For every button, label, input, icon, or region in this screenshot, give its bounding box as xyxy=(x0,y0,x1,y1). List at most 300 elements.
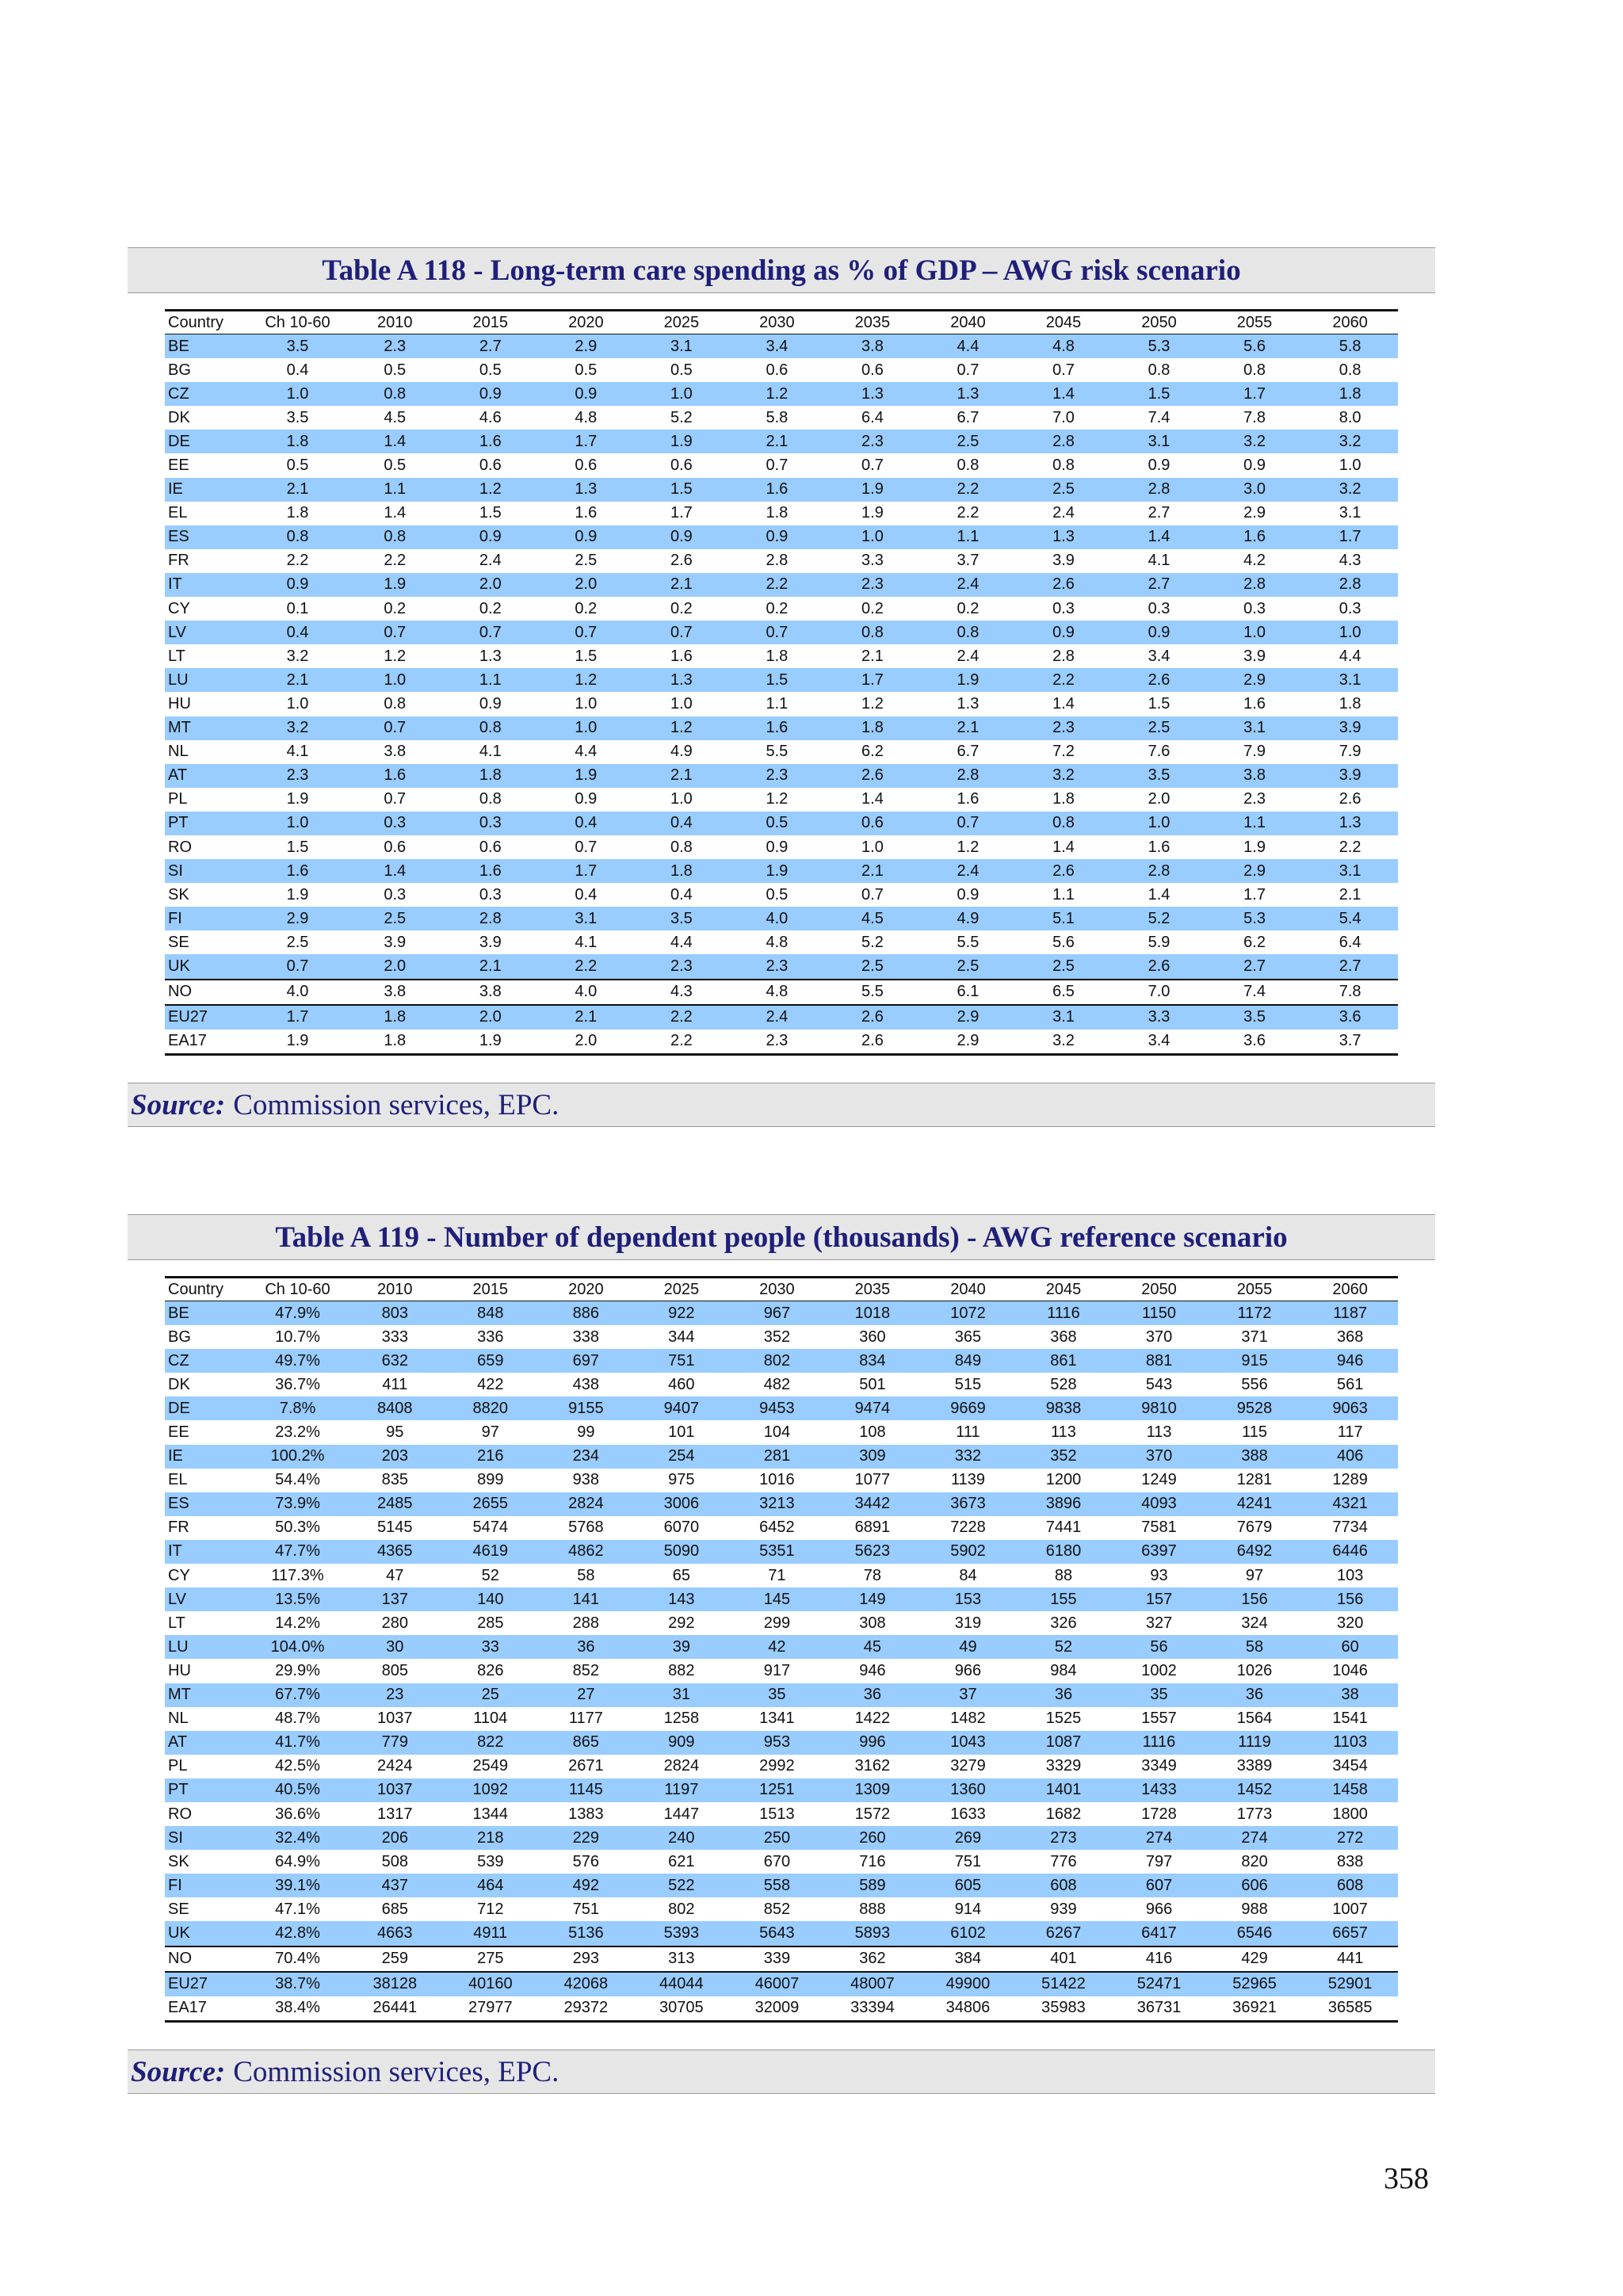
value-cell: 60 xyxy=(1302,1635,1398,1659)
value-cell: 0.4 xyxy=(248,621,347,644)
value-cell: 3.9 xyxy=(384,933,407,951)
value-cell: 1037 xyxy=(347,1778,443,1802)
source-text: Commission services, EPC. xyxy=(233,1088,559,1121)
value-cell: 0.8 xyxy=(443,716,539,740)
country-cell: LU xyxy=(165,668,248,692)
column-header: 2020 xyxy=(538,1278,634,1301)
value-cell: 2.3 xyxy=(1016,716,1112,740)
value-cell: 2.4 xyxy=(920,573,1016,597)
value-cell: 3.1 xyxy=(538,907,634,930)
country-cell: SK xyxy=(168,1852,189,1870)
table-row xyxy=(165,334,1398,359)
value-cell: 1.7 xyxy=(825,668,921,692)
table-row xyxy=(165,358,1398,382)
value-cell: 115 xyxy=(1242,1423,1267,1442)
country-cell: BG xyxy=(168,361,191,379)
country-cell: LU xyxy=(165,1635,248,1659)
value-cell: 1.8 xyxy=(634,859,730,883)
value-cell: 30 xyxy=(347,1635,443,1659)
value-cell: 4.0 xyxy=(248,980,347,1005)
value-cell: 1046 xyxy=(1332,1661,1368,1679)
value-cell: 2.8 xyxy=(1052,647,1075,665)
value-cell: 1317 xyxy=(377,1805,413,1823)
value-cell: 1.9 xyxy=(861,504,884,522)
value-cell: 27 xyxy=(538,1683,634,1707)
value-cell: 4.9 xyxy=(920,907,1016,930)
value-cell: 3.3 xyxy=(861,552,884,570)
column-header: 2055 xyxy=(1207,311,1303,334)
column-header: 2045 xyxy=(1016,311,1112,334)
value-cell: 0.9 xyxy=(957,885,980,904)
value-cell: 3.9 xyxy=(1243,647,1266,665)
value-cell: 2992 xyxy=(759,1757,795,1775)
value-cell: 6446 xyxy=(1302,1540,1398,1564)
country-cell: DK xyxy=(168,1375,190,1393)
value-cell: 25 xyxy=(443,1683,539,1707)
value-cell: 2.7 xyxy=(1302,954,1398,979)
value-cell: 5.2 xyxy=(861,933,884,951)
table-row xyxy=(165,1850,1398,1874)
value-cell: 36.6% xyxy=(275,1805,320,1823)
value-cell: 838 xyxy=(1336,1852,1364,1870)
value-cell: 4365 xyxy=(347,1540,443,1564)
value-cell: 6070 xyxy=(663,1519,700,1537)
value-cell: 0.5 xyxy=(384,457,407,475)
value-cell: 2.9 xyxy=(1207,668,1303,692)
value-cell: 2485 xyxy=(347,1492,443,1516)
value-cell: 10.7% xyxy=(275,1328,320,1346)
value-cell: 2.7 xyxy=(443,334,539,359)
country-cell: EA17 xyxy=(165,1030,248,1055)
table-row xyxy=(165,1301,1398,1326)
value-cell: 0.3 xyxy=(1338,599,1361,617)
value-cell: 1172 xyxy=(1207,1301,1303,1326)
value-cell: 1433 xyxy=(1111,1778,1207,1802)
value-cell: 2.9 xyxy=(538,334,634,359)
value-cell: 685 xyxy=(381,1900,408,1918)
value-cell: 42.8% xyxy=(248,1921,347,1946)
value-cell: 3.2 xyxy=(1207,430,1303,453)
value-cell: 2.2 xyxy=(634,1030,730,1055)
table-row xyxy=(165,573,1398,597)
country-cell: PT xyxy=(165,812,248,835)
value-cell: 1.0 xyxy=(634,382,730,406)
value-cell: 40160 xyxy=(443,1972,539,1996)
value-cell: 0.6 xyxy=(575,457,598,475)
value-cell: 1541 xyxy=(1332,1710,1368,1728)
column-header: 2015 xyxy=(443,1278,539,1301)
country-cell: EE xyxy=(168,1423,189,1442)
value-cell: 779 xyxy=(347,1731,443,1755)
value-cell: 401 xyxy=(1016,1946,1112,1972)
table-row xyxy=(165,1030,1398,1055)
value-cell: 3162 xyxy=(854,1757,891,1775)
table-row xyxy=(165,1420,1398,1444)
value-cell: 137 xyxy=(347,1587,443,1611)
value-cell: 1.2 xyxy=(634,716,730,740)
value-cell: 47.7% xyxy=(248,1540,347,1564)
value-cell: 5.6 xyxy=(1207,334,1303,359)
value-cell: 3.1 xyxy=(1302,668,1398,692)
value-cell: 3.2 xyxy=(1016,764,1112,788)
country-cell: PT xyxy=(165,1778,248,1802)
value-cell: 33 xyxy=(443,1635,539,1659)
value-cell: 3.8 xyxy=(443,980,539,1005)
value-cell: 3.5 xyxy=(248,334,347,359)
value-cell: 2.5 xyxy=(920,430,1016,453)
table-row xyxy=(165,549,1398,573)
value-cell: 44044 xyxy=(634,1972,730,1996)
table-header-row xyxy=(165,1278,1398,1301)
value-cell: 1.8 xyxy=(248,430,347,453)
value-cell: 2.7 xyxy=(1207,954,1303,979)
value-cell: 1564 xyxy=(1236,1710,1273,1728)
value-cell: 1.2 xyxy=(443,478,539,502)
value-cell: 3349 xyxy=(1141,1757,1177,1775)
value-cell: 6.1 xyxy=(920,980,1016,1005)
value-cell: 1525 xyxy=(1045,1710,1082,1728)
value-cell: 36585 xyxy=(1302,1996,1398,2022)
value-cell: 3442 xyxy=(825,1492,921,1516)
value-cell: 5393 xyxy=(634,1921,730,1946)
value-cell: 3.9 xyxy=(1302,716,1398,740)
value-cell: 0.9 xyxy=(1111,621,1207,644)
country-cell: CY xyxy=(168,599,190,617)
value-cell: 1.0 xyxy=(1302,621,1398,644)
value-cell: 117.3% xyxy=(271,1566,324,1584)
value-cell: 8820 xyxy=(443,1396,539,1420)
value-cell: 1016 xyxy=(759,1471,795,1489)
country-cell: IE xyxy=(165,1445,248,1469)
value-cell: 36731 xyxy=(1111,1996,1207,2022)
value-cell: 6657 xyxy=(1302,1921,1398,1946)
value-cell: 2.2 xyxy=(957,504,980,522)
value-cell: 1.0 xyxy=(248,812,347,835)
value-cell: 2.1 xyxy=(920,716,1016,740)
value-cell: 0.7 xyxy=(248,954,347,979)
value-cell: 1.1 xyxy=(1207,812,1303,835)
value-cell: 0.7 xyxy=(861,457,884,475)
value-cell: 3006 xyxy=(634,1492,730,1516)
value-cell: 9810 xyxy=(1111,1396,1207,1420)
value-cell: 1341 xyxy=(759,1710,795,1728)
value-cell: 0.3 xyxy=(1148,599,1170,617)
column-header: Ch 10-60 xyxy=(248,1278,347,1301)
value-cell: 0.8 xyxy=(1148,361,1170,379)
value-cell: 0.9 xyxy=(1016,621,1112,644)
value-cell: 14.2% xyxy=(275,1614,320,1632)
table-row xyxy=(165,883,1398,907)
country-cell: FI xyxy=(165,907,248,930)
value-cell: 1.0 xyxy=(861,838,884,856)
table-row xyxy=(165,1325,1398,1349)
value-cell: 1.0 xyxy=(248,382,347,406)
value-cell: 6180 xyxy=(1016,1540,1112,1564)
value-cell: 5474 xyxy=(472,1519,509,1537)
country-cell: NL xyxy=(168,1710,189,1728)
country-cell: ES xyxy=(165,1492,248,1516)
country-cell: AT xyxy=(165,764,248,788)
value-cell: 288 xyxy=(572,1614,600,1632)
country-cell: LV xyxy=(165,1587,248,1611)
value-cell: 38.7% xyxy=(248,1972,347,1996)
value-cell: 6.5 xyxy=(1016,980,1112,1005)
table-row xyxy=(165,453,1398,477)
value-cell: 2.8 xyxy=(1207,573,1303,597)
value-cell: 0.8 xyxy=(248,525,347,549)
value-cell: 416 xyxy=(1111,1946,1207,1972)
value-cell: 996 xyxy=(825,1731,921,1755)
value-cell: 2.3 xyxy=(1243,790,1266,808)
table-row xyxy=(165,835,1398,859)
value-cell: 2.1 xyxy=(634,573,730,597)
table-row xyxy=(165,1755,1398,1778)
value-cell: 33394 xyxy=(825,1996,921,2022)
value-cell: 0.3 xyxy=(347,812,443,835)
value-cell: 1.6 xyxy=(1148,838,1170,856)
value-cell: 2.8 xyxy=(443,907,539,930)
value-cell: 848 xyxy=(443,1301,539,1326)
value-cell: 5136 xyxy=(538,1921,634,1946)
value-cell: 5768 xyxy=(568,1519,604,1537)
value-cell: 5.9 xyxy=(1148,933,1170,951)
value-cell: 2.1 xyxy=(825,859,921,883)
value-cell: 984 xyxy=(1050,1661,1077,1679)
value-cell: 1.7 xyxy=(1243,885,1266,904)
value-cell: 3.2 xyxy=(248,716,347,740)
value-cell: 751 xyxy=(954,1852,982,1870)
value-cell: 0.9 xyxy=(634,525,730,549)
value-cell: 9453 xyxy=(729,1396,825,1420)
value-cell: 3.2 xyxy=(1302,430,1398,453)
value-cell: 1.1 xyxy=(920,525,1016,549)
table-row xyxy=(165,1778,1398,1802)
value-cell: 0.6 xyxy=(825,812,921,835)
value-cell: 1.9 xyxy=(286,790,309,808)
value-cell: 78 xyxy=(863,1566,882,1584)
value-cell: 2.6 xyxy=(1016,573,1112,597)
value-cell: 1007 xyxy=(1332,1900,1368,1918)
table-119 xyxy=(165,1276,1398,2023)
value-cell: 13.5% xyxy=(248,1587,347,1611)
value-cell: 6492 xyxy=(1207,1540,1303,1564)
value-cell: 2.4 xyxy=(479,552,502,570)
value-cell: 1.9 xyxy=(538,764,634,788)
value-cell: 2.3 xyxy=(248,764,347,788)
value-cell: 70.4% xyxy=(248,1946,347,1972)
value-cell: 909 xyxy=(634,1731,730,1755)
value-cell: 5.8 xyxy=(766,408,789,426)
value-cell: 1.9 xyxy=(920,668,1016,692)
value-cell: 30705 xyxy=(634,1996,730,2022)
country-cell: FR xyxy=(168,552,189,570)
value-cell: 2.3 xyxy=(729,1030,825,1055)
value-cell: 1.3 xyxy=(1016,525,1112,549)
value-cell: 621 xyxy=(668,1852,695,1870)
value-cell: 42068 xyxy=(538,1972,634,1996)
value-cell: 4093 xyxy=(1111,1492,1207,1516)
country-cell: DE xyxy=(165,430,248,453)
value-cell: 0.2 xyxy=(384,599,407,617)
value-cell: 336 xyxy=(477,1328,504,1346)
value-cell: 5.3 xyxy=(1207,907,1303,930)
value-cell: 2.1 xyxy=(1338,885,1361,904)
value-cell: 103 xyxy=(1336,1566,1364,1584)
table-row xyxy=(165,668,1398,692)
value-cell: 4.4 xyxy=(920,334,1016,359)
column-header: 2060 xyxy=(1302,1278,1398,1301)
value-cell: 543 xyxy=(1145,1375,1173,1393)
value-cell: 35 xyxy=(1111,1683,1207,1707)
value-cell: 6267 xyxy=(1016,1921,1112,1946)
value-cell: 5643 xyxy=(729,1921,825,1946)
value-cell: 1.1 xyxy=(766,694,789,712)
value-cell: 327 xyxy=(1145,1614,1173,1632)
value-cell: 31 xyxy=(634,1683,730,1707)
value-cell: 6891 xyxy=(854,1519,891,1537)
value-cell: 4.9 xyxy=(670,743,693,761)
value-cell: 0.8 xyxy=(347,382,443,406)
value-cell: 776 xyxy=(1050,1852,1077,1870)
table-row xyxy=(165,1005,1398,1030)
value-cell: 2.1 xyxy=(248,478,347,502)
value-cell: 5.5 xyxy=(825,980,921,1005)
value-cell: 3.5 xyxy=(1207,1005,1303,1030)
value-cell: 2.8 xyxy=(1016,430,1112,453)
value-cell: 7.0 xyxy=(1052,408,1075,426)
value-cell: 1.6 xyxy=(729,716,825,740)
country-cell: SI xyxy=(165,859,248,883)
value-cell: 5.4 xyxy=(1302,907,1398,930)
column-header: 2040 xyxy=(920,1278,1016,1301)
column-header: 2055 xyxy=(1207,1278,1303,1301)
value-cell: 0.3 xyxy=(384,885,407,904)
value-cell: 206 xyxy=(347,1826,443,1850)
value-cell: 1.7 xyxy=(1207,382,1303,406)
value-cell: 5.3 xyxy=(1111,334,1207,359)
value-cell: 922 xyxy=(634,1301,730,1326)
table-row xyxy=(165,1611,1398,1635)
value-cell: 939 xyxy=(1050,1900,1077,1918)
value-cell: 254 xyxy=(634,1445,730,1469)
value-cell: 861 xyxy=(1016,1349,1112,1373)
value-cell: 104 xyxy=(763,1423,791,1442)
column-header: 2035 xyxy=(825,1278,921,1301)
value-cell: 1.4 xyxy=(384,504,407,522)
value-cell: 7228 xyxy=(950,1519,986,1537)
value-cell: 1.6 xyxy=(443,430,539,453)
value-cell: 3.2 xyxy=(1016,1030,1112,1055)
value-cell: 886 xyxy=(538,1301,634,1326)
value-cell: 0.9 xyxy=(538,525,634,549)
value-cell: 153 xyxy=(920,1587,1016,1611)
value-cell: 2.4 xyxy=(729,1005,825,1030)
table-header-row xyxy=(165,311,1398,334)
value-cell: 482 xyxy=(763,1375,791,1393)
value-cell: 4.4 xyxy=(575,743,598,761)
value-cell: 117 xyxy=(1337,1423,1363,1442)
value-cell: 234 xyxy=(538,1445,634,1469)
value-cell: 2.5 xyxy=(575,552,598,570)
value-cell: 1800 xyxy=(1332,1805,1368,1823)
value-cell: 7.8 xyxy=(1243,408,1266,426)
value-cell: 45 xyxy=(825,1635,921,1659)
value-cell: 1.9 xyxy=(286,885,309,904)
value-cell: 7441 xyxy=(1045,1519,1082,1537)
table-row xyxy=(165,1396,1398,1420)
value-cell: 6.7 xyxy=(957,408,980,426)
value-cell: 1.9 xyxy=(347,573,443,597)
value-cell: 141 xyxy=(538,1587,634,1611)
value-cell: 1249 xyxy=(1141,1471,1177,1489)
value-cell: 1.4 xyxy=(1052,694,1075,712)
value-cell: 4.8 xyxy=(729,980,825,1005)
value-cell: 1.4 xyxy=(347,430,443,453)
table-row xyxy=(165,764,1398,788)
value-cell: 1.8 xyxy=(1052,790,1075,808)
value-cell: 273 xyxy=(1016,1826,1112,1850)
table-118-title: Table A 118 - Long-term care spending as % of GDP – AWG risk scenario xyxy=(322,254,1241,287)
value-cell: 3.1 xyxy=(1207,716,1303,740)
table-row xyxy=(165,692,1398,716)
value-cell: 558 xyxy=(729,1874,825,1897)
value-cell: 1251 xyxy=(729,1778,825,1802)
value-cell: 52 xyxy=(1016,1635,1112,1659)
value-cell: 5090 xyxy=(634,1540,730,1564)
value-cell: 1177 xyxy=(568,1710,603,1728)
value-cell: 3.7 xyxy=(1302,1030,1398,1055)
value-cell: 3454 xyxy=(1332,1757,1368,1775)
table-row xyxy=(165,1731,1398,1755)
value-cell: 0.5 xyxy=(766,885,789,904)
value-cell: 4.6 xyxy=(479,408,502,426)
value-cell: 47.9% xyxy=(248,1301,347,1326)
value-cell: 492 xyxy=(538,1874,634,1897)
value-cell: 0.7 xyxy=(729,621,825,644)
value-cell: 429 xyxy=(1207,1946,1303,1972)
value-cell: 36 xyxy=(1207,1683,1303,1707)
value-cell: 3.1 xyxy=(1111,430,1207,453)
country-cell: IT xyxy=(165,573,248,597)
value-cell: 946 xyxy=(859,1661,886,1679)
value-cell: 501 xyxy=(859,1375,886,1393)
value-cell: 275 xyxy=(443,1946,539,1972)
column-header: 2035 xyxy=(825,311,921,334)
value-cell: 203 xyxy=(347,1445,443,1469)
value-cell: 2.0 xyxy=(347,954,443,979)
value-cell: 4.8 xyxy=(575,408,598,426)
value-cell: 54.4% xyxy=(275,1471,320,1489)
value-cell: 2.5 xyxy=(1111,716,1207,740)
value-cell: 285 xyxy=(477,1614,504,1632)
value-cell: 324 xyxy=(1241,1614,1268,1632)
value-cell: 3.2 xyxy=(286,647,309,665)
value-cell: 1.8 xyxy=(1338,694,1361,712)
value-cell: 2.4 xyxy=(1052,504,1075,522)
value-cell: 1116 xyxy=(1111,1731,1207,1755)
value-cell: 1.8 xyxy=(443,764,539,788)
value-cell: 4.3 xyxy=(1338,552,1361,570)
value-cell: 0.8 xyxy=(957,457,980,475)
value-cell: 9155 xyxy=(538,1396,634,1420)
value-cell: 97 xyxy=(1245,1566,1264,1584)
column-header: 2015 xyxy=(443,311,539,334)
country-cell: CY xyxy=(168,1566,190,1584)
value-cell: 1.2 xyxy=(729,382,825,406)
value-cell: 2.1 xyxy=(729,430,825,453)
value-cell: 0.6 xyxy=(861,361,884,379)
value-cell: 9063 xyxy=(1302,1396,1398,1420)
